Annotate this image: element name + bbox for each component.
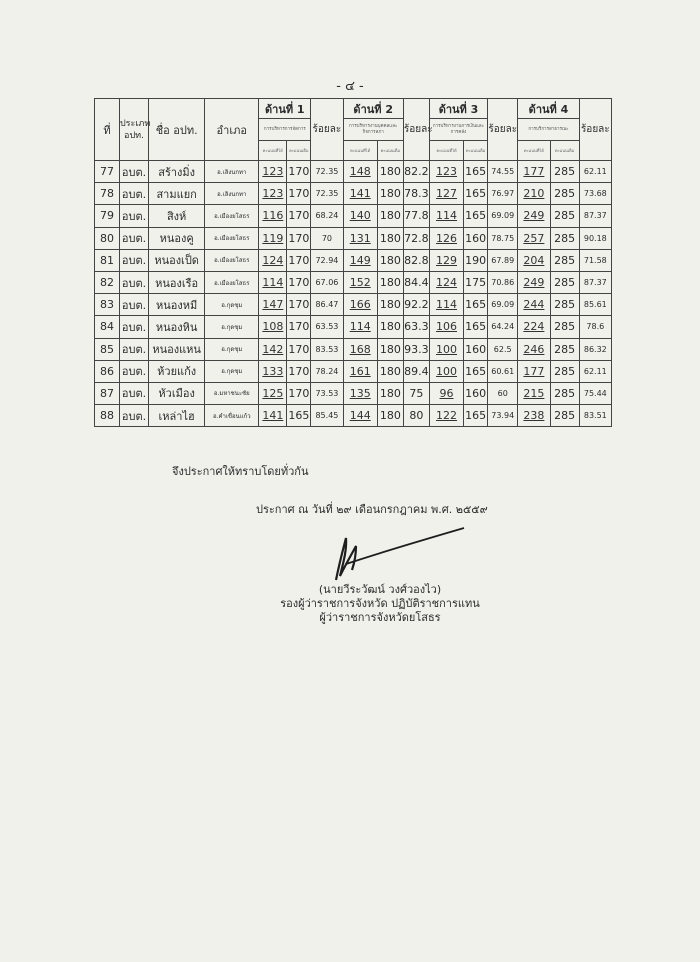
- cell-no: 88: [95, 405, 120, 427]
- cell-p4: 85.61: [579, 294, 611, 316]
- cell-f1: 170: [287, 382, 311, 404]
- cell-a3: 96: [429, 382, 463, 404]
- cell-p1: 70: [311, 227, 343, 249]
- cell-f2: 180: [377, 294, 403, 316]
- cell-type: อบต.: [119, 183, 148, 205]
- cell-f2: 180: [377, 205, 403, 227]
- cell-p3: 60.61: [488, 360, 518, 382]
- cell-type: อบต.: [119, 205, 148, 227]
- cell-f2: 180: [377, 161, 403, 183]
- cell-name: หนองเรือ: [149, 271, 205, 293]
- cell-a4: 210: [518, 183, 550, 205]
- cell-a3: 124: [429, 271, 463, 293]
- cell-no: 83: [95, 294, 120, 316]
- cell-type: อบต.: [119, 360, 148, 382]
- cell-f2: 180: [377, 183, 403, 205]
- cell-p4: 87.37: [579, 271, 611, 293]
- table-row: [95, 360, 612, 382]
- cell-f1: 170: [287, 183, 311, 205]
- cell-a3: 129: [429, 249, 463, 271]
- cell-a1: 114: [259, 271, 287, 293]
- cell-a1: 142: [259, 338, 287, 360]
- table-row: [95, 405, 612, 427]
- header-aspect-4-desc: การบริการสาธารณะ: [518, 119, 579, 141]
- cell-p1: 72.35: [311, 161, 343, 183]
- cell-name: หนองแหน: [149, 338, 205, 360]
- cell-district: อ.เลิงนกทา: [205, 161, 259, 183]
- cell-f1: 165: [287, 405, 311, 427]
- cell-a2: 141: [343, 183, 377, 205]
- cell-no: 77: [95, 161, 120, 183]
- cell-p3: 74.55: [488, 161, 518, 183]
- header-score-full: คะแนนเต็ม: [287, 141, 311, 161]
- cell-p2: 78.3: [403, 183, 429, 205]
- cell-p2: 89.4: [403, 360, 429, 382]
- cell-district: อ.เมืองยโสธร: [205, 249, 259, 271]
- cell-f4: 285: [550, 360, 579, 382]
- closing-text: จึงประกาศให้ทราบโดยทั่วกัน: [172, 465, 309, 478]
- table-row: [95, 227, 612, 249]
- cell-a3: 127: [429, 183, 463, 205]
- cell-type: อบต.: [119, 405, 148, 427]
- header-percent-3: ร้อยละ: [488, 99, 518, 161]
- cell-p2: 80: [403, 405, 429, 427]
- cell-type: อบต.: [119, 294, 148, 316]
- header-aspect-3-desc: การบริหารงานการเงินและการคลัง: [429, 119, 487, 141]
- cell-f4: 285: [550, 227, 579, 249]
- table-row: [95, 271, 612, 293]
- cell-p3: 73.94: [488, 405, 518, 427]
- table-row: [95, 382, 612, 404]
- cell-a2: 166: [343, 294, 377, 316]
- cell-f2: 180: [377, 382, 403, 404]
- cell-type: อบต.: [119, 271, 148, 293]
- cell-f1: 170: [287, 360, 311, 382]
- cell-f4: 285: [550, 316, 579, 338]
- header-aspect-2: ด้านที่ 2: [343, 99, 403, 119]
- cell-f4: 285: [550, 249, 579, 271]
- cell-type: อบต.: [119, 227, 148, 249]
- cell-f3: 165: [464, 294, 488, 316]
- cell-p1: 67.06: [311, 271, 343, 293]
- header-score-got: คะแนนที่ได้: [343, 141, 377, 161]
- cell-district: อ.คำเขื่อนแก้ว: [205, 405, 259, 427]
- cell-f2: 180: [377, 360, 403, 382]
- header-district: อำเภอ: [205, 99, 259, 161]
- cell-district: อ.กุดชุม: [205, 338, 259, 360]
- cell-district: อ.กุดชุม: [205, 360, 259, 382]
- cell-f4: 285: [550, 338, 579, 360]
- cell-a4: 177: [518, 161, 550, 183]
- cell-f1: 170: [287, 338, 311, 360]
- cell-p3: 64.24: [488, 316, 518, 338]
- cell-a4: 246: [518, 338, 550, 360]
- cell-a2: 152: [343, 271, 377, 293]
- header-percent-1: ร้อยละ: [311, 99, 343, 161]
- cell-f4: 285: [550, 405, 579, 427]
- cell-p2: 82.8: [403, 249, 429, 271]
- cell-p2: 92.2: [403, 294, 429, 316]
- cell-a3: 114: [429, 294, 463, 316]
- cell-a1: 119: [259, 227, 287, 249]
- cell-name: หัวเมือง: [149, 382, 205, 404]
- cell-p1: 83.53: [311, 338, 343, 360]
- cell-p1: 85.45: [311, 405, 343, 427]
- cell-p4: 71.58: [579, 249, 611, 271]
- cell-f1: 170: [287, 271, 311, 293]
- cell-a4: 249: [518, 205, 550, 227]
- cell-f1: 170: [287, 316, 311, 338]
- signer-position-line-1: รองผู้ว่าราชการจังหวัด ปฏิบัติราชการแทน: [280, 597, 480, 610]
- header-score-full: คะแนนเต็ม: [550, 141, 579, 161]
- cell-a2: 131: [343, 227, 377, 249]
- cell-p2: 82.2: [403, 161, 429, 183]
- cell-a1: 116: [259, 205, 287, 227]
- cell-f1: 170: [287, 227, 311, 249]
- table-row: [95, 338, 612, 360]
- cell-a1: 133: [259, 360, 287, 382]
- cell-p4: 73.68: [579, 183, 611, 205]
- cell-a2: 114: [343, 316, 377, 338]
- cell-no: 79: [95, 205, 120, 227]
- table-row: [95, 161, 612, 183]
- cell-f1: 170: [287, 294, 311, 316]
- cell-f4: 285: [550, 205, 579, 227]
- cell-a3: 100: [429, 338, 463, 360]
- table-row: [95, 316, 612, 338]
- cell-f3: 175: [464, 271, 488, 293]
- cell-a3: 100: [429, 360, 463, 382]
- cell-p2: 72.8: [403, 227, 429, 249]
- cell-f1: 170: [287, 205, 311, 227]
- cell-p2: 93.3: [403, 338, 429, 360]
- cell-f3: 165: [464, 205, 488, 227]
- cell-p2: 77.8: [403, 205, 429, 227]
- cell-a4: 215: [518, 382, 550, 404]
- cell-a2: 149: [343, 249, 377, 271]
- cell-a4: 257: [518, 227, 550, 249]
- cell-p1: 72.94: [311, 249, 343, 271]
- cell-no: 81: [95, 249, 120, 271]
- table-row: [95, 249, 612, 271]
- cell-a1: 147: [259, 294, 287, 316]
- cell-a3: 123: [429, 161, 463, 183]
- cell-p3: 69.09: [488, 294, 518, 316]
- cell-a1: 125: [259, 382, 287, 404]
- cell-p2: 63.3: [403, 316, 429, 338]
- cell-f2: 180: [377, 249, 403, 271]
- cell-f2: 180: [377, 316, 403, 338]
- cell-f4: 285: [550, 183, 579, 205]
- cell-name: สิงห์: [149, 205, 205, 227]
- cell-p4: 87.37: [579, 205, 611, 227]
- cell-a3: 114: [429, 205, 463, 227]
- cell-district: อ.กุดชุม: [205, 294, 259, 316]
- cell-name: หนองหิน: [149, 316, 205, 338]
- header-score-got: คะแนนที่ได้: [259, 141, 287, 161]
- cell-p4: 86.32: [579, 338, 611, 360]
- cell-p1: 63.53: [311, 316, 343, 338]
- cell-p2: 84.4: [403, 271, 429, 293]
- signer-name: (นายวีระวัฒน์ วงศ์วองไว): [318, 583, 442, 596]
- header-no: ที่: [95, 99, 120, 161]
- cell-p4: 90.18: [579, 227, 611, 249]
- cell-a2: 168: [343, 338, 377, 360]
- cell-name: หนองคู: [149, 227, 205, 249]
- header-score-got: คะแนนที่ได้: [429, 141, 463, 161]
- cell-no: 84: [95, 316, 120, 338]
- cell-p3: 78.75: [488, 227, 518, 249]
- cell-a2: 144: [343, 405, 377, 427]
- cell-no: 78: [95, 183, 120, 205]
- cell-p3: 60: [488, 382, 518, 404]
- cell-p1: 72.35: [311, 183, 343, 205]
- cell-a4: 244: [518, 294, 550, 316]
- cell-a2: 148: [343, 161, 377, 183]
- cell-name: สร้างมิ่ง: [149, 161, 205, 183]
- evaluation-table: [94, 98, 612, 427]
- cell-a4: 224: [518, 316, 550, 338]
- cell-f2: 180: [377, 227, 403, 249]
- table-body: [95, 161, 612, 427]
- cell-a1: 141: [259, 405, 287, 427]
- cell-type: อบต.: [119, 161, 148, 183]
- cell-name: หนองหมี: [149, 294, 205, 316]
- cell-p4: 62.11: [579, 360, 611, 382]
- cell-a1: 123: [259, 183, 287, 205]
- cell-district: อ.เลิงนกทา: [205, 183, 259, 205]
- cell-district: อ.มหาชนะชัย: [205, 382, 259, 404]
- cell-f4: 285: [550, 294, 579, 316]
- cell-p3: 67.89: [488, 249, 518, 271]
- cell-f2: 180: [377, 338, 403, 360]
- signature-block: [270, 583, 490, 625]
- cell-name: หนองเป็ด: [149, 249, 205, 271]
- cell-f3: 165: [464, 161, 488, 183]
- header-aspect-3: ด้านที่ 3: [429, 99, 487, 119]
- cell-type: อบต.: [119, 249, 148, 271]
- cell-p1: 68.24: [311, 205, 343, 227]
- cell-a4: 238: [518, 405, 550, 427]
- announcement-date: ประกาศ ณ วันที่ ๒๙ เดือนกรกฎาคม พ.ศ. ๒๕๕๙: [256, 503, 488, 516]
- cell-f3: 190: [464, 249, 488, 271]
- cell-type: อบต.: [119, 382, 148, 404]
- cell-f1: 170: [287, 249, 311, 271]
- table-row: [95, 205, 612, 227]
- header-aspect-4: ด้านที่ 4: [518, 99, 579, 119]
- table-row: [95, 294, 612, 316]
- cell-type: อบต.: [119, 316, 148, 338]
- cell-p3: 76.97: [488, 183, 518, 205]
- cell-p1: 73.53: [311, 382, 343, 404]
- cell-f4: 285: [550, 271, 579, 293]
- cell-p3: 69.09: [488, 205, 518, 227]
- page-number: - ๔ -: [336, 79, 364, 94]
- header-percent-2: ร้อยละ: [403, 99, 429, 161]
- cell-f3: 165: [464, 360, 488, 382]
- cell-district: อ.เมืองยโสธร: [205, 227, 259, 249]
- cell-f2: 180: [377, 405, 403, 427]
- header-aspect-2-desc: การบริหารงานบุคคลและกิจการสภา: [343, 119, 403, 141]
- cell-a2: 140: [343, 205, 377, 227]
- header-score-full: คะแนนเต็ม: [377, 141, 403, 161]
- cell-f3: 160: [464, 382, 488, 404]
- cell-a2: 161: [343, 360, 377, 382]
- cell-no: 85: [95, 338, 120, 360]
- cell-p3: 70.86: [488, 271, 518, 293]
- cell-p4: 83.51: [579, 405, 611, 427]
- cell-f3: 165: [464, 405, 488, 427]
- handwritten-signature: [316, 520, 466, 585]
- cell-a4: 249: [518, 271, 550, 293]
- cell-p4: 75.44: [579, 382, 611, 404]
- cell-district: อ.กุดชุม: [205, 316, 259, 338]
- cell-p1: 86.47: [311, 294, 343, 316]
- cell-no: 80: [95, 227, 120, 249]
- cell-a4: 204: [518, 249, 550, 271]
- cell-name: ห้วยแก้ง: [149, 360, 205, 382]
- table-row: [95, 183, 612, 205]
- header-name: ชื่อ อปท.: [149, 99, 205, 161]
- cell-p4: 62.11: [579, 161, 611, 183]
- cell-p1: 78.24: [311, 360, 343, 382]
- signer-position-line-2: ผู้ว่าราชการจังหวัดยโสธร: [319, 611, 441, 624]
- cell-district: อ.เมืองยโสธร: [205, 271, 259, 293]
- cell-a1: 123: [259, 161, 287, 183]
- cell-name: สามแยก: [149, 183, 205, 205]
- cell-type: อบต.: [119, 338, 148, 360]
- cell-district: อ.เมืองยโสธร: [205, 205, 259, 227]
- cell-a3: 106: [429, 316, 463, 338]
- cell-p4: 78.6: [579, 316, 611, 338]
- cell-p2: 75: [403, 382, 429, 404]
- cell-name: เหล่าไฮ: [149, 405, 205, 427]
- header-score-got: คะแนนที่ได้: [518, 141, 550, 161]
- cell-no: 87: [95, 382, 120, 404]
- cell-f3: 165: [464, 183, 488, 205]
- header-aspect-1-desc: การบริหารการจัดการ: [259, 119, 311, 141]
- cell-a3: 126: [429, 227, 463, 249]
- cell-a1: 108: [259, 316, 287, 338]
- cell-a4: 177: [518, 360, 550, 382]
- cell-f4: 285: [550, 382, 579, 404]
- cell-f2: 180: [377, 271, 403, 293]
- cell-no: 82: [95, 271, 120, 293]
- header-aspect-1: ด้านที่ 1: [259, 99, 311, 119]
- cell-a3: 122: [429, 405, 463, 427]
- cell-f3: 160: [464, 338, 488, 360]
- cell-f3: 165: [464, 316, 488, 338]
- cell-f3: 160: [464, 227, 488, 249]
- header-score-full: คะแนนเต็ม: [464, 141, 488, 161]
- cell-p3: 62.5: [488, 338, 518, 360]
- cell-f4: 285: [550, 161, 579, 183]
- cell-f1: 170: [287, 161, 311, 183]
- header-percent-4: ร้อยละ: [579, 99, 611, 161]
- header-type: ประเภท อปท.: [119, 99, 148, 161]
- cell-a1: 124: [259, 249, 287, 271]
- cell-a2: 135: [343, 382, 377, 404]
- cell-no: 86: [95, 360, 120, 382]
